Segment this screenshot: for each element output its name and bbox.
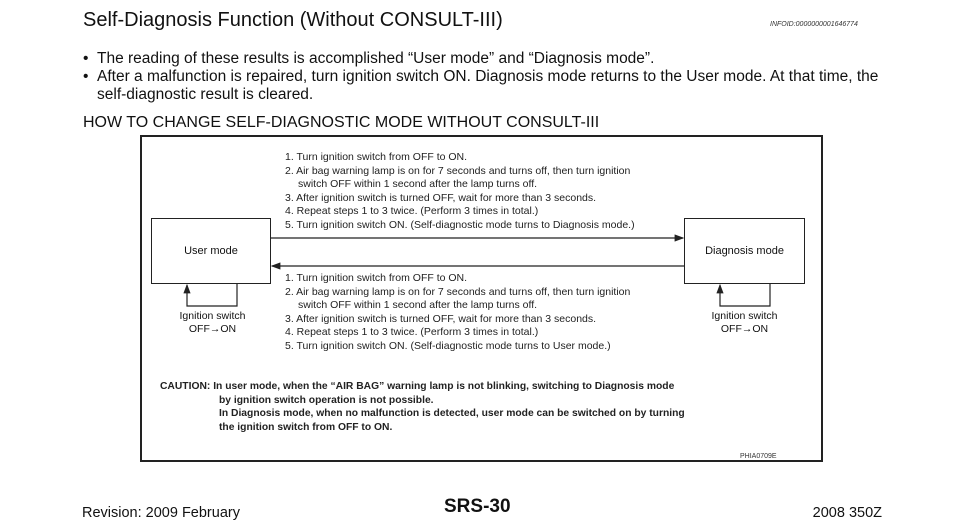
step-line: switch OFF within 1 second after the lamp turns off.	[298, 299, 538, 312]
bullet-item: • The reading of these results is accomplished “User mode” and “Diagnosis mode”.	[83, 50, 883, 68]
step-line: 2. Air bag warning lamp is on for 7 seconds and turns off, then turn ignition	[285, 285, 631, 298]
step-line: 3. After ignition switch is turned OFF, wait for more than 3 seconds.	[285, 191, 597, 204]
step-line: switch OFF within 1 second after the lamp turns off.	[298, 178, 538, 191]
caution-line: In Diagnosis mode, when no malfunction is detected, user mode can be switched on by turning	[219, 408, 685, 420]
user-mode-box	[151, 218, 271, 284]
step-line: 3. After ignition switch is turned OFF, wait for more than 3 seconds.	[285, 312, 597, 325]
ignition-label-line1: Ignition switch	[179, 310, 246, 322]
caution-line: by ignition switch operation is not possible.	[219, 394, 434, 406]
section-heading: HOW TO CHANGE SELF-DIAGNOSTIC MODE WITHOUT CONSULT-III	[83, 114, 600, 131]
step-line: 1. Turn ignition switch from OFF to ON.	[285, 151, 468, 163]
step-line: 2. Air bag warning lamp is on for 7 seconds and turns off, then turn ignition	[285, 164, 631, 177]
ignition-loop-diagnosis	[720, 284, 770, 306]
page-title: Self-Diagnosis Function (Without CONSULT-III)	[83, 9, 503, 31]
steps-to-diagnosis	[285, 151, 695, 233]
ignition-label-user	[160, 310, 265, 336]
ignition-label-line2: OFF→ON	[188, 323, 237, 335]
step-line: 4. Repeat steps 1 to 3 twice. (Perform 3 times in total.)	[285, 205, 539, 218]
info-id: INFOID:0000000001646774	[770, 21, 858, 28]
ignition-label-line1: Ignition switch	[711, 310, 778, 322]
step-line: 4. Repeat steps 1 to 3 twice. (Perform 3 times in total.)	[285, 326, 539, 339]
step-line: 5. Turn ignition switch ON. (Self-diagnostic mode turns to Diagnosis mode.)	[285, 218, 635, 231]
ignition-label-diagnosis	[692, 310, 797, 336]
ignition-label-line2: OFF→ON	[720, 323, 769, 335]
bullet-item: • After a malfunction is repaired, turn ignition switch ON. Diagnosis mode returns to the User mode. At that time, the self-diagnostic result is cleared.	[83, 68, 883, 104]
footer-page-number: SRS-30	[444, 496, 511, 517]
figure-id: PHIA0709E	[740, 453, 777, 460]
step-line: 1. Turn ignition switch from OFF to ON.	[285, 272, 468, 284]
diagnosis-mode-box	[684, 218, 805, 284]
diagnosis-mode-label: Diagnosis mode	[705, 245, 784, 257]
caution-line: CAUTION: In user mode, when the “AIR BAG” warning lamp is not blinking, switching to Diagnosis mode	[160, 381, 675, 392]
ignition-loop-user	[187, 284, 237, 306]
caution-note	[160, 380, 780, 434]
caution-line: the ignition switch from OFF to ON.	[219, 421, 393, 433]
user-mode-label: User mode	[184, 245, 238, 257]
step-line: 5. Turn ignition switch ON. (Self-diagnostic mode turns to User mode.)	[285, 339, 611, 352]
steps-to-user	[285, 272, 695, 354]
footer-revision: Revision: 2009 February	[82, 505, 240, 521]
footer-model: 2008 350Z	[812, 505, 882, 521]
